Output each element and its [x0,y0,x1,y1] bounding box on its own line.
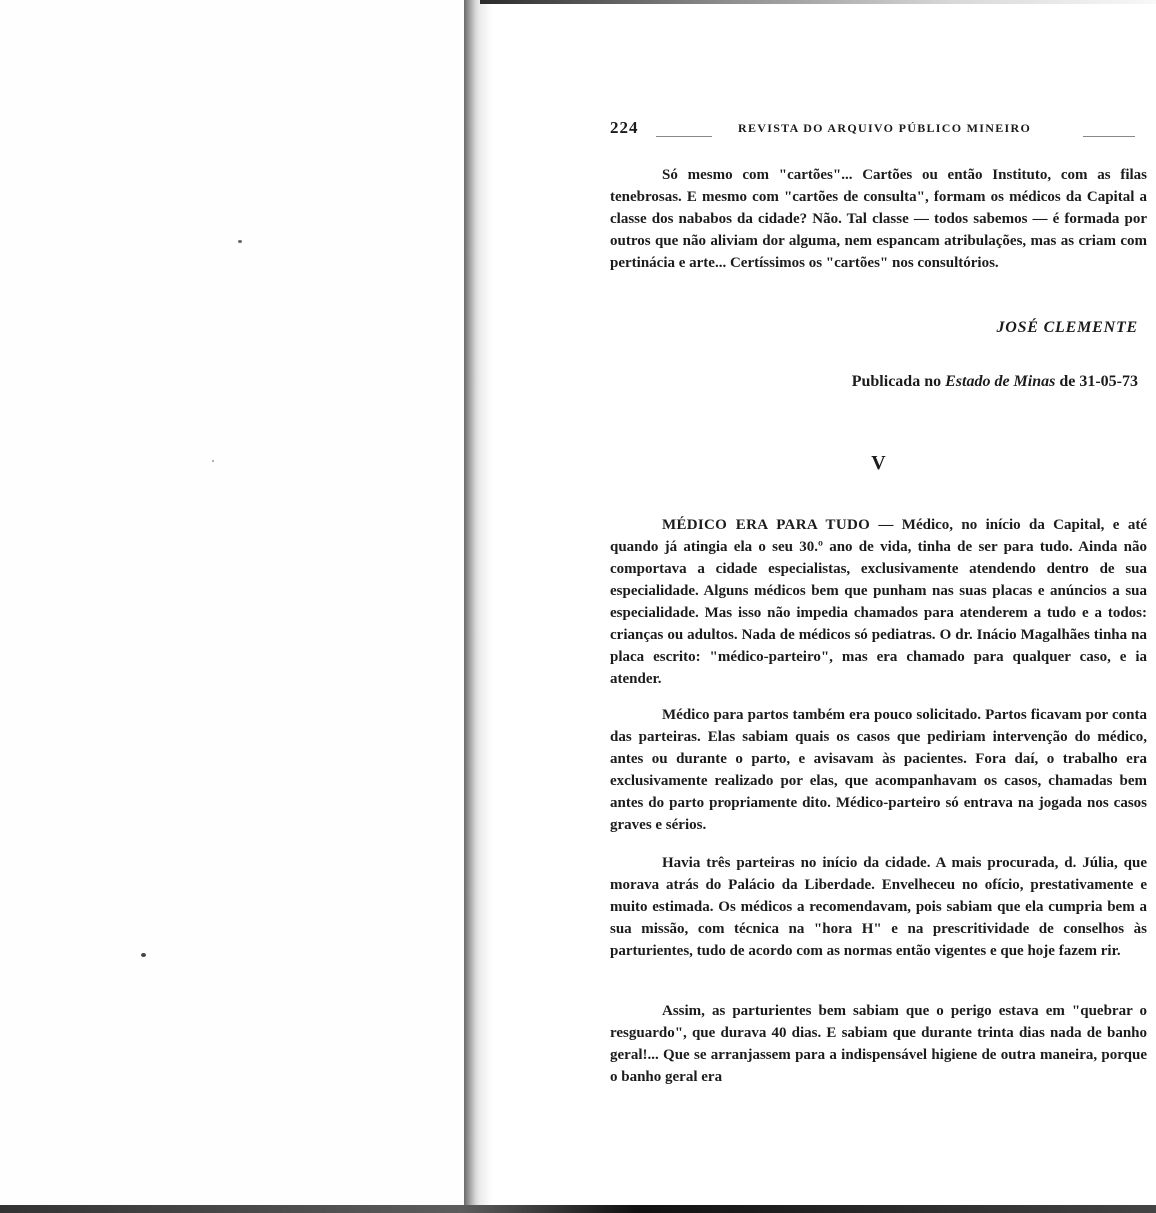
publication-note [610,373,1138,391]
left-blank-page [0,0,464,1213]
book-spine-shadow [464,0,480,1213]
right-text-page [610,116,1147,1116]
publication-prefix: Publicada no [851,373,942,390]
running-head [610,116,1147,140]
section-paragraph: Havia três parteiras no início da cidade. A mais procurada, d. Júlia, que morava atrás do Palácio da Liberdade. Envelheceu no ofício, prestativamente e muito estimada. Os médicos a recomendavam, pois sabiam que ela cumpria bem a sua missão, com técnica na "hora H" e na prescritividade de conselhos às parturientes, tudo de acordo com as normas então vigentes e que hoje fazem rir. [610,855,1147,959]
scan-speck [212,460,214,462]
bottom-edge-shadow [0,1205,1156,1213]
header-rule-right [1083,136,1135,137]
section-paragraph: Médico para partos também era pouco solicitado. Partos ficavam por conta das parteiras. Elas sabiam quais os casos que pediriam intervenção do médico, antes ou durante o parto, e avisavam às pacientes. Fora daí, o trabalho era exclusivamente realizado por elas, que acompanhavam os casos, chamadas bem antes do parto propriamente dito. Médico-parteiro só entrava na jogada nos casos graves e sérios. [610,707,1147,833]
journal-title: REVISTA DO ARQUIVO PÚBLICO MINEIRO [738,121,1032,135]
section-paragraph [610,514,1147,690]
scan-speck [238,240,242,243]
header-rule-left [656,136,712,137]
article-paragraph: Só mesmo com "cartões"... Cartões ou então Instituto, com as filas tenebrosas. E mesmo com "cartões de consulta", formam os médicos da Capital a classe dos nababos da cidade? Não. Tal classe — todos sabemos — é formada por outros que não aliviam dor alguma, nem espancam atribulações, mas as criam com pertinácia e arte... Certíssimos os "cartões" nos consultórios. [610,167,1147,271]
scan-speck [141,953,146,957]
section-numeral: V [871,452,886,474]
newspaper-name: Estado de Minas [945,373,1056,390]
gutter-shadow [480,0,492,1213]
section-paragraph-text: — Médico, no início da Capital, e até quando já atingia ela o seu 30.º ano de vida, tinha de ser para tudo. Ainda não comportava a cidade especialistas, exclusivamente atendendo dentro de sua especialidade. Alguns médicos bem que punham nas suas placas e anúncios a sua especialidade. Mas isso não impedia chamados para atenderem a tudo e a todos: crianças ou adultos. Nada de médicos só pediatras. O dr. Inácio Magalhães tinha na placa escrito: "médico-parteiro", mas era chamado para qualquer caso, e ia atender. [610,517,1147,687]
section-paragraph: Assim, as parturientes bem sabiam que o perigo estava em "quebrar o resguardo", que durava 40 dias. E sabiam que durante trinta dias nada de banho geral!... Que se arranjassem para a indispensável higiene de outra maneira, porque o banho geral era [610,1003,1147,1085]
publication-date: de 31-05-73 [1059,373,1138,390]
top-edge-shadow [480,0,1156,4]
section-heading: MÉDICO ERA PARA TUDO [662,517,871,533]
page-number: 224 [610,118,639,137]
author-signature: JOSÉ CLEMENTE [996,319,1138,336]
